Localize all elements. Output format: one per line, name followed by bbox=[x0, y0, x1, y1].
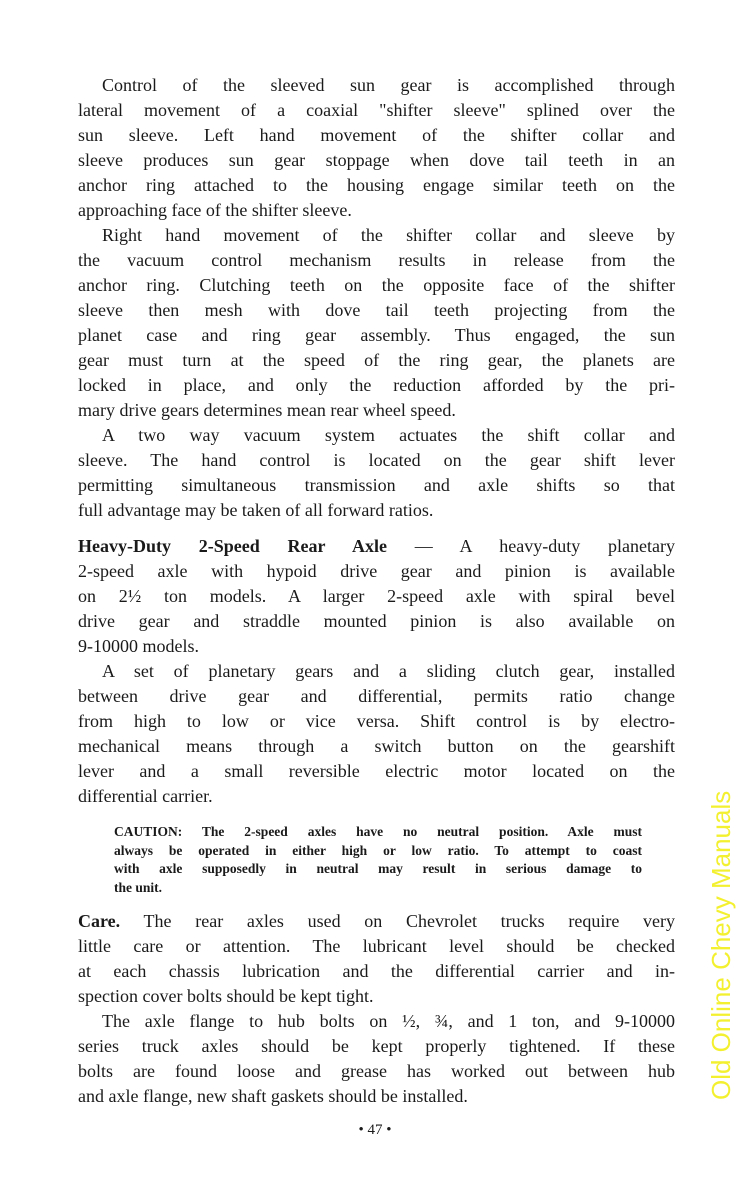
text-line: permitting simultaneous transmission and axle shifts so that bbox=[78, 475, 675, 495]
text-line: 2-speed axle with hypoid drive gear and pinion is available bbox=[78, 561, 675, 581]
text-line: mechanical means through a switch button on the gearshift bbox=[78, 736, 675, 756]
text-line: The axle flange to hub bolts on ½, ¾, and 1 ton, and 9-10000 bbox=[102, 1011, 675, 1031]
text-line: bolts are found loose and grease has worked out between hub bbox=[78, 1061, 675, 1081]
text-line: planet case and ring gear assembly. Thus engaged, the sun bbox=[78, 325, 675, 345]
text-line: the vacuum control mechanism results in release from the bbox=[78, 250, 675, 270]
text-line: Control of the sleeved sun gear is accomplished through bbox=[102, 75, 675, 95]
text-line: always be operated in either high or low ratio. To attempt to coast bbox=[114, 842, 642, 858]
text-line: differential carrier. bbox=[78, 786, 213, 806]
text-line: anchor ring. Clutching teeth on the opposite face of the shifter bbox=[78, 275, 675, 295]
text-line: A set of planetary gears and a sliding clutch gear, installed bbox=[102, 661, 675, 681]
text-line: from high to low or vice versa. Shift control is by electro- bbox=[78, 711, 675, 731]
section-heading: Care. bbox=[78, 911, 121, 931]
watermark: Old Online Chevy Manuals bbox=[706, 790, 736, 1100]
text-line: with axle supposedly in neutral may result in serious damage to bbox=[114, 861, 642, 876]
text-line: 9-10000 models. bbox=[78, 636, 199, 656]
page-number: • 47 • bbox=[358, 1122, 392, 1138]
paragraph bbox=[78, 659, 675, 809]
text-run: — A heavy-duty planetary bbox=[386, 536, 675, 556]
text-line bbox=[78, 909, 675, 934]
text-line: sleeve produces sun gear stoppage when dove tail teeth in an bbox=[78, 150, 675, 170]
text-line: on 2½ ton models. A larger 2-speed axle with spiral bevel bbox=[78, 586, 675, 606]
text-line: at each chassis lubrication and the differential carrier and in- bbox=[78, 961, 675, 981]
text-line: Right hand movement of the shifter collar and sleeve by bbox=[102, 225, 675, 245]
text-line: anchor ring attached to the housing engage similar teeth on the bbox=[78, 175, 675, 195]
section-heading: Heavy-Duty 2-Speed Rear Axle bbox=[78, 536, 387, 556]
text-line: CAUTION: The 2-speed axles have no neutral position. Axle must bbox=[114, 824, 642, 839]
text-line: full advantage may be taken of all forward ratios. bbox=[78, 500, 434, 520]
caution-note bbox=[114, 823, 642, 897]
text-line bbox=[78, 534, 675, 559]
paragraph bbox=[78, 423, 675, 523]
text-line: spection cover bolts should be kept tight. bbox=[78, 986, 374, 1006]
text-line: lever and a small reversible electric motor located on the bbox=[78, 761, 675, 781]
text-line: lateral movement of a coaxial "shifter sleeve" splined over the bbox=[78, 100, 675, 120]
text-line: sleeve. The hand control is located on the gear shift lever bbox=[78, 450, 675, 470]
text-line: the unit. bbox=[114, 879, 163, 895]
text-run: The rear axles used on Chevrolet trucks require very bbox=[120, 911, 675, 931]
text-line: approaching face of the shifter sleeve. bbox=[78, 200, 352, 220]
text-line: sun sleeve. Left hand movement of the shifter collar and bbox=[78, 125, 675, 145]
text-line: locked in place, and only the reduction afforded by the pri- bbox=[78, 375, 675, 395]
text-line: between drive gear and differential, permits ratio change bbox=[78, 686, 675, 706]
text-line: mary drive gears determines mean rear wheel speed. bbox=[78, 400, 456, 420]
text-line: gear must turn at the speed of the ring gear, the planets are bbox=[78, 350, 675, 370]
paragraph bbox=[78, 534, 675, 659]
paragraph bbox=[78, 73, 675, 223]
page-body bbox=[78, 73, 675, 1109]
text-line: series truck axles should be kept properly tightened. If these bbox=[78, 1036, 675, 1056]
text-line: sleeve then mesh with dove tail teeth projecting from the bbox=[78, 300, 675, 320]
text-line: little care or attention. The lubricant level should be checked bbox=[78, 936, 675, 956]
text-line: A two way vacuum system actuates the shift collar and bbox=[102, 425, 675, 445]
text-line: drive gear and straddle mounted pinion is also available on bbox=[78, 611, 675, 631]
paragraph bbox=[78, 909, 675, 1009]
paragraph bbox=[78, 1009, 675, 1109]
text-line: and axle flange, new shaft gaskets should be installed. bbox=[78, 1086, 468, 1106]
paragraph bbox=[78, 223, 675, 423]
